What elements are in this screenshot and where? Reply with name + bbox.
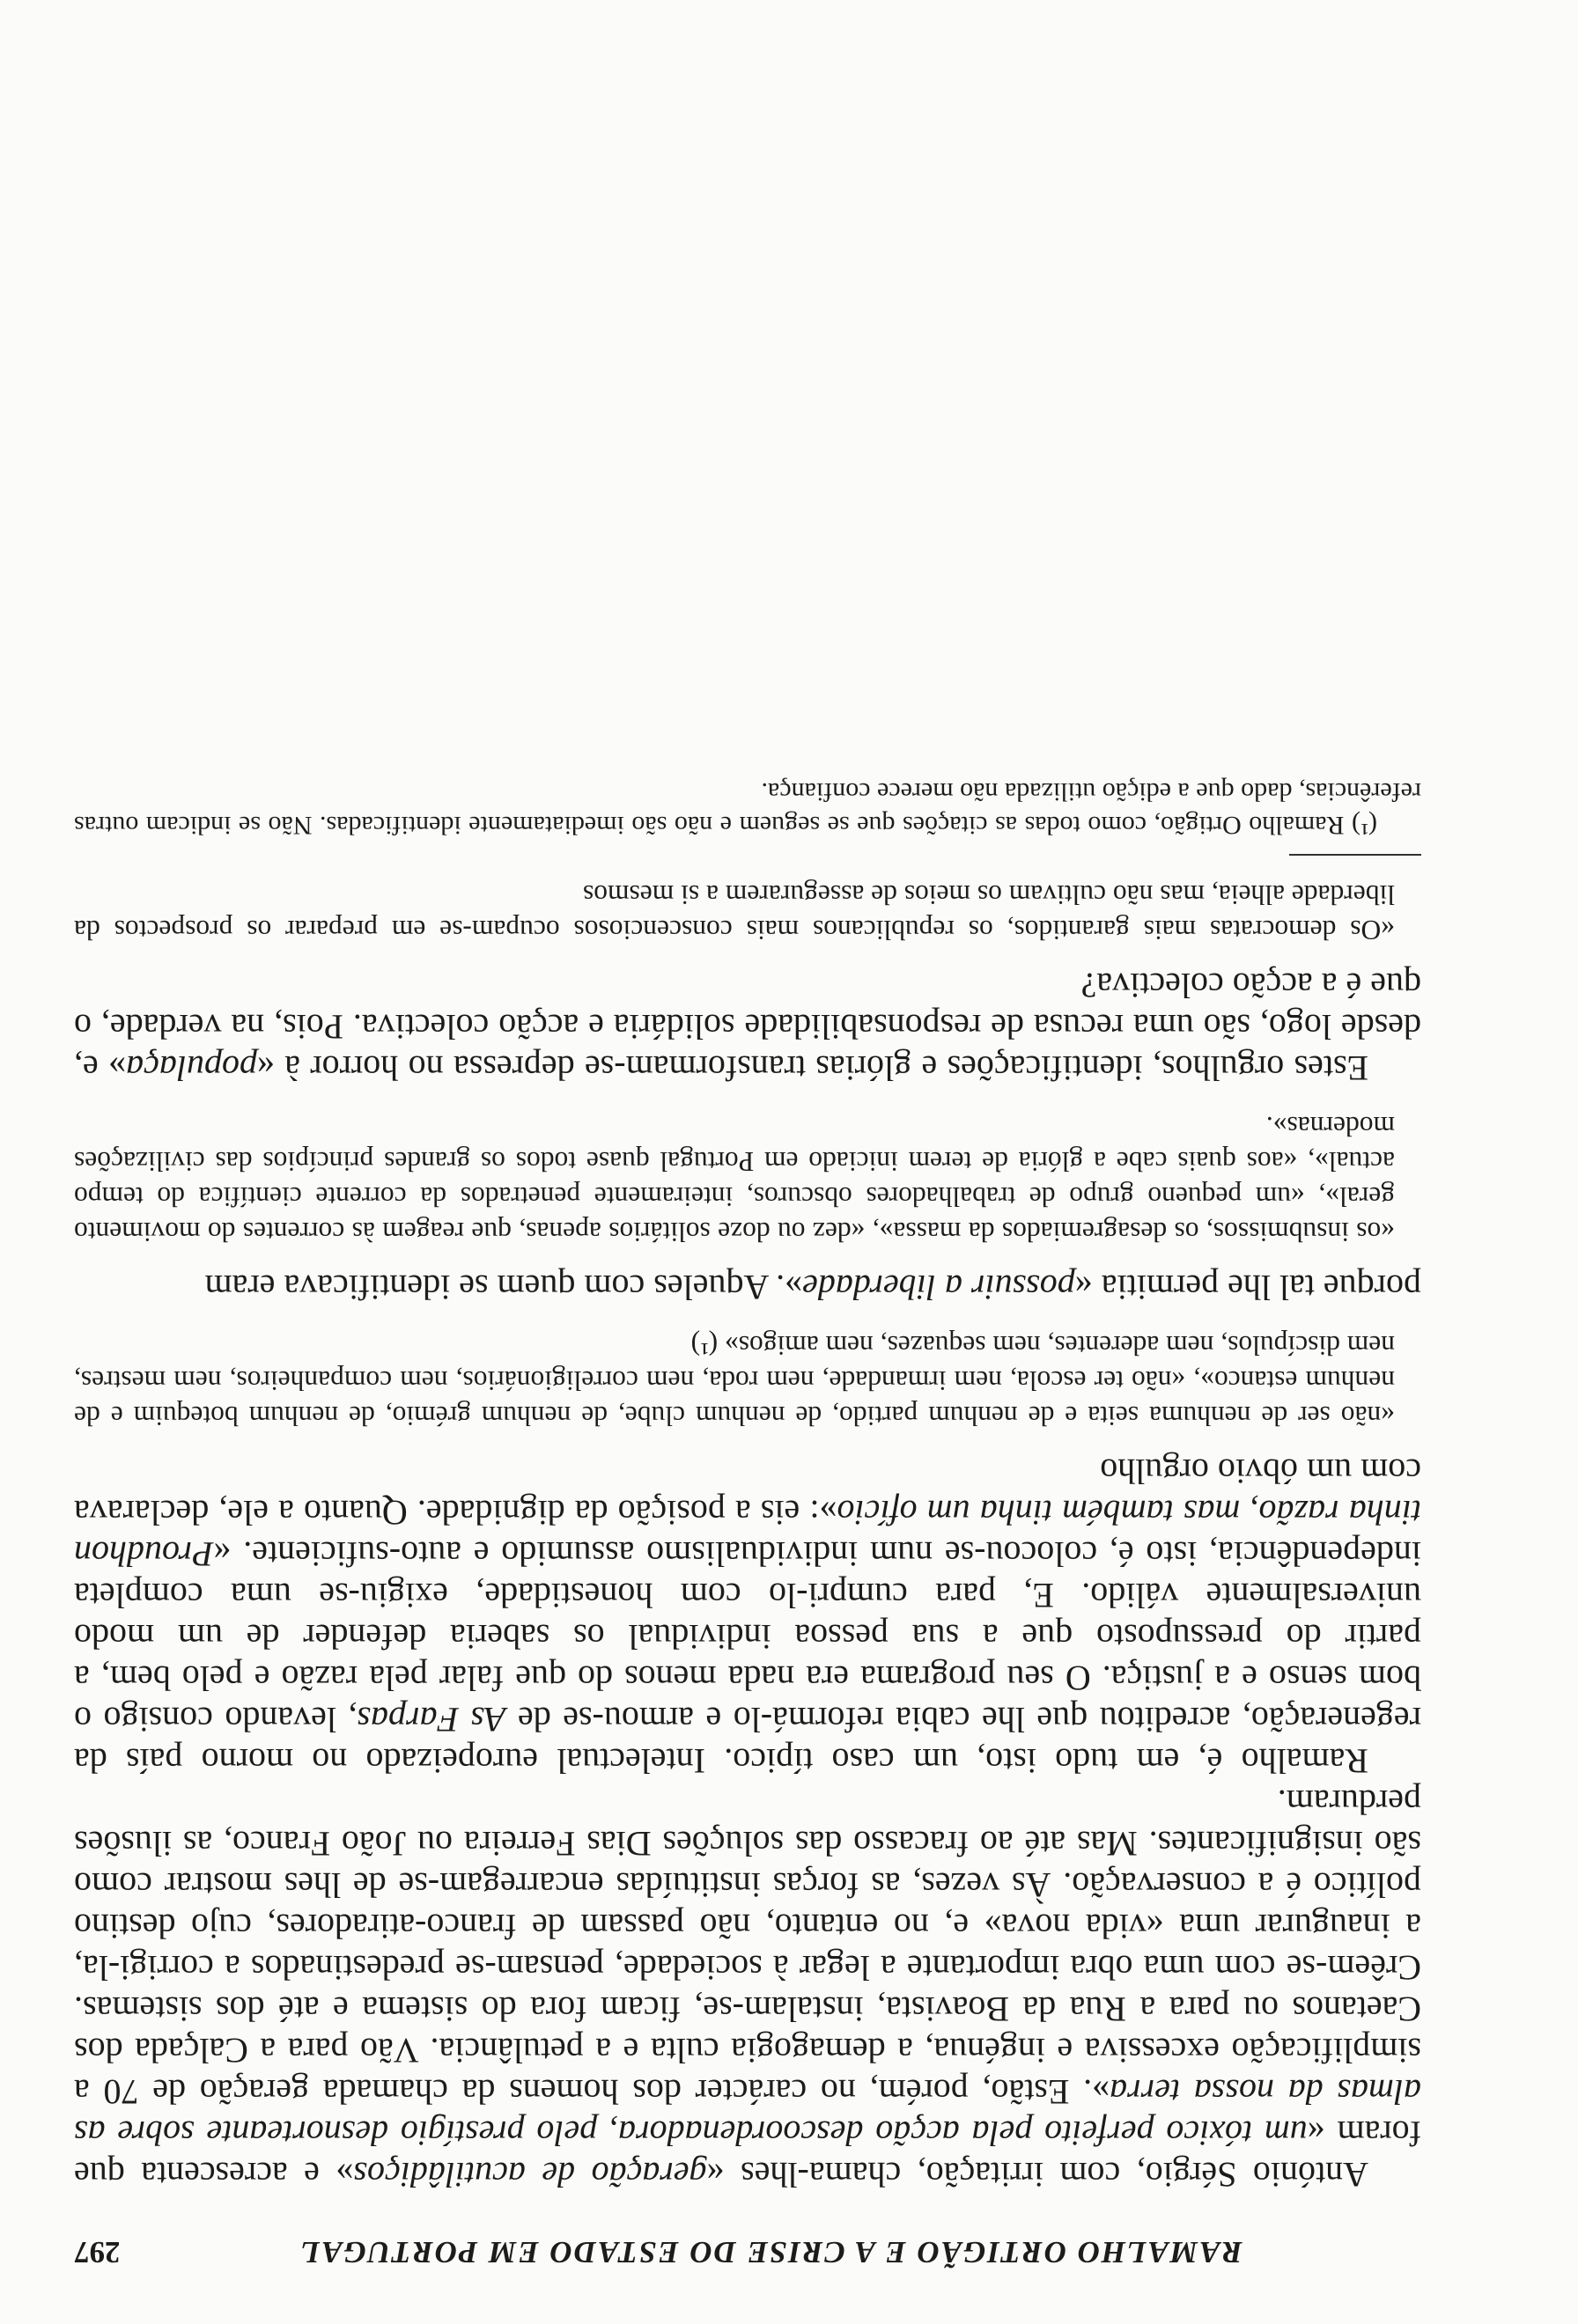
p1-text-e: ». Estão, porém, no carácter dos homens da chamada geração de 70 a simplificação excessiva e ingénua, a demagogia culta e a petulância. Vão para a Calçada dos Caetanos ou para a Rua da Boavista, instalam-se, ficam fora do sistema e até dos sistemas. Crêem-se com uma obra importante a legar à sociedade, pensam-se predestinados a corrigi-la, a inaugurar uma «vida nova» e, no entanto, não passam de franco-atiradores, cujo destino político é a conservação. Às vezes, as forças instituídas encarregam-se de lhes mostrar como são insignificantes. Mas até ao fracasso das soluções Dias Ferreira ou João Franco, as ilusões perduram.: [74, 1783, 1421, 2112]
p1-text-c: » e acrescenta que foram «: [73, 2114, 1421, 2195]
p2-text-a: Ramalho é, em tudo isto, um caso típico. Intelectual europeizado no morno país da regeneração, acreditou que lhe cabia reformá-lo e armou-se de: [74, 1700, 1421, 1781]
p2-text-e: »: eis a posição da dignidade. Quanto a ele, declarava com um óbvio orgulho: [74, 1452, 1421, 1533]
running-head: [74, 2234, 1421, 2269]
p1-italic-b: geração de acutilâdiços: [353, 2155, 707, 2195]
p3-text-c: ». Aqueles com quem se identificava eram: [204, 1268, 803, 1307]
text-block: [74, 775, 1421, 2269]
p4-text-c: » e, desde logo, são uma recusa de responsabilidade solidária e acção colectiva. Pois, na verdade, o que é a acção colectiva?: [74, 966, 1421, 1088]
p1-text-a: António Sérgio, com irritação, chama-lhes «: [706, 2155, 1368, 2195]
p2-italic-d: Proudhon tinha razão, mas também tinha um ofício: [74, 1493, 1421, 1574]
p3-italic-b: possuir a liberdade: [802, 1268, 1075, 1307]
footnote: (¹) Ramalho Ortigão, como todas as citações que se seguem e não são imediatamente identificadas. Não se indicam outras referências, dado que a edição utilizada não merece confiança.: [74, 777, 1421, 840]
footnote-separator: [1289, 854, 1421, 856]
p2-italic-b: As Farpas: [357, 1700, 506, 1739]
running-title: RAMALHO ORTIGÃO E A CRISE DO ESTADO EM PORTUGAL: [299, 2235, 1242, 2269]
paragraph-1: [74, 1782, 1421, 2195]
page-number: 297: [74, 2235, 121, 2269]
p2-text-c: , levando consigo o bom senso e a justiça. O seu programa era nada menos do que falar pela razão e pelo bem, a partir do pressuposto que a sua pessoa individual os saberia defender de um modo universalmente válido. E, para cumpri-lo com honestidade, exigiu-se uma completa independência, isto é, colocou-se num individualismo assumido e auto-suficiente. «: [74, 1534, 1421, 1739]
block-quote-2: «os insubmissos, os desagremiados da massa», «dez ou doze solitários apenas, que reagem às correntes do movimento geral», «um pequeno grupo de trabalhadores obscuros, inteiramente penetrados da corrente científica do tempo actual», «aos quais cabe a glória de terem iniciado em Portugal quase todos os grandes princípios das civilizações modernas».: [74, 1111, 1395, 1247]
p3-text-a: porque tal lhe permitia «: [1074, 1268, 1421, 1307]
paragraph-4: [74, 965, 1421, 1089]
p4-italic-b: populaça: [126, 1048, 257, 1088]
paragraph-3: [74, 1267, 1421, 1308]
p4-text-a: Estes orgulhos, identificações e glórias transformam-se depressa no horror à «: [256, 1048, 1368, 1088]
p1-italic-d: um tóxico perfeito pela acção descoordenadora, pelo prestígio desnorteante sobre as almas da nossa terra: [74, 2072, 1421, 2153]
block-quote-3: «Os democratas mais garantidos, os republicanos mais conscenciosos ocupam-se em preparar os prospectos da liberdade alheia, mas não cultivam os meios de assegurarem a si mesmos: [74, 879, 1395, 945]
paragraph-2: [74, 1451, 1421, 1782]
block-quote-1: «não ser de nenhuma seita e de nenhum partido, de nenhum clube, de nenhum grémio, de nenhum botequim e de nenhum estanco», «não ter escola, nem irmandade, nem roda, nem correligionários, nem companheiros, nem mestres, nem discípulos, nem aderentes, nem sequazes, nem amigos» (¹): [74, 1330, 1395, 1431]
